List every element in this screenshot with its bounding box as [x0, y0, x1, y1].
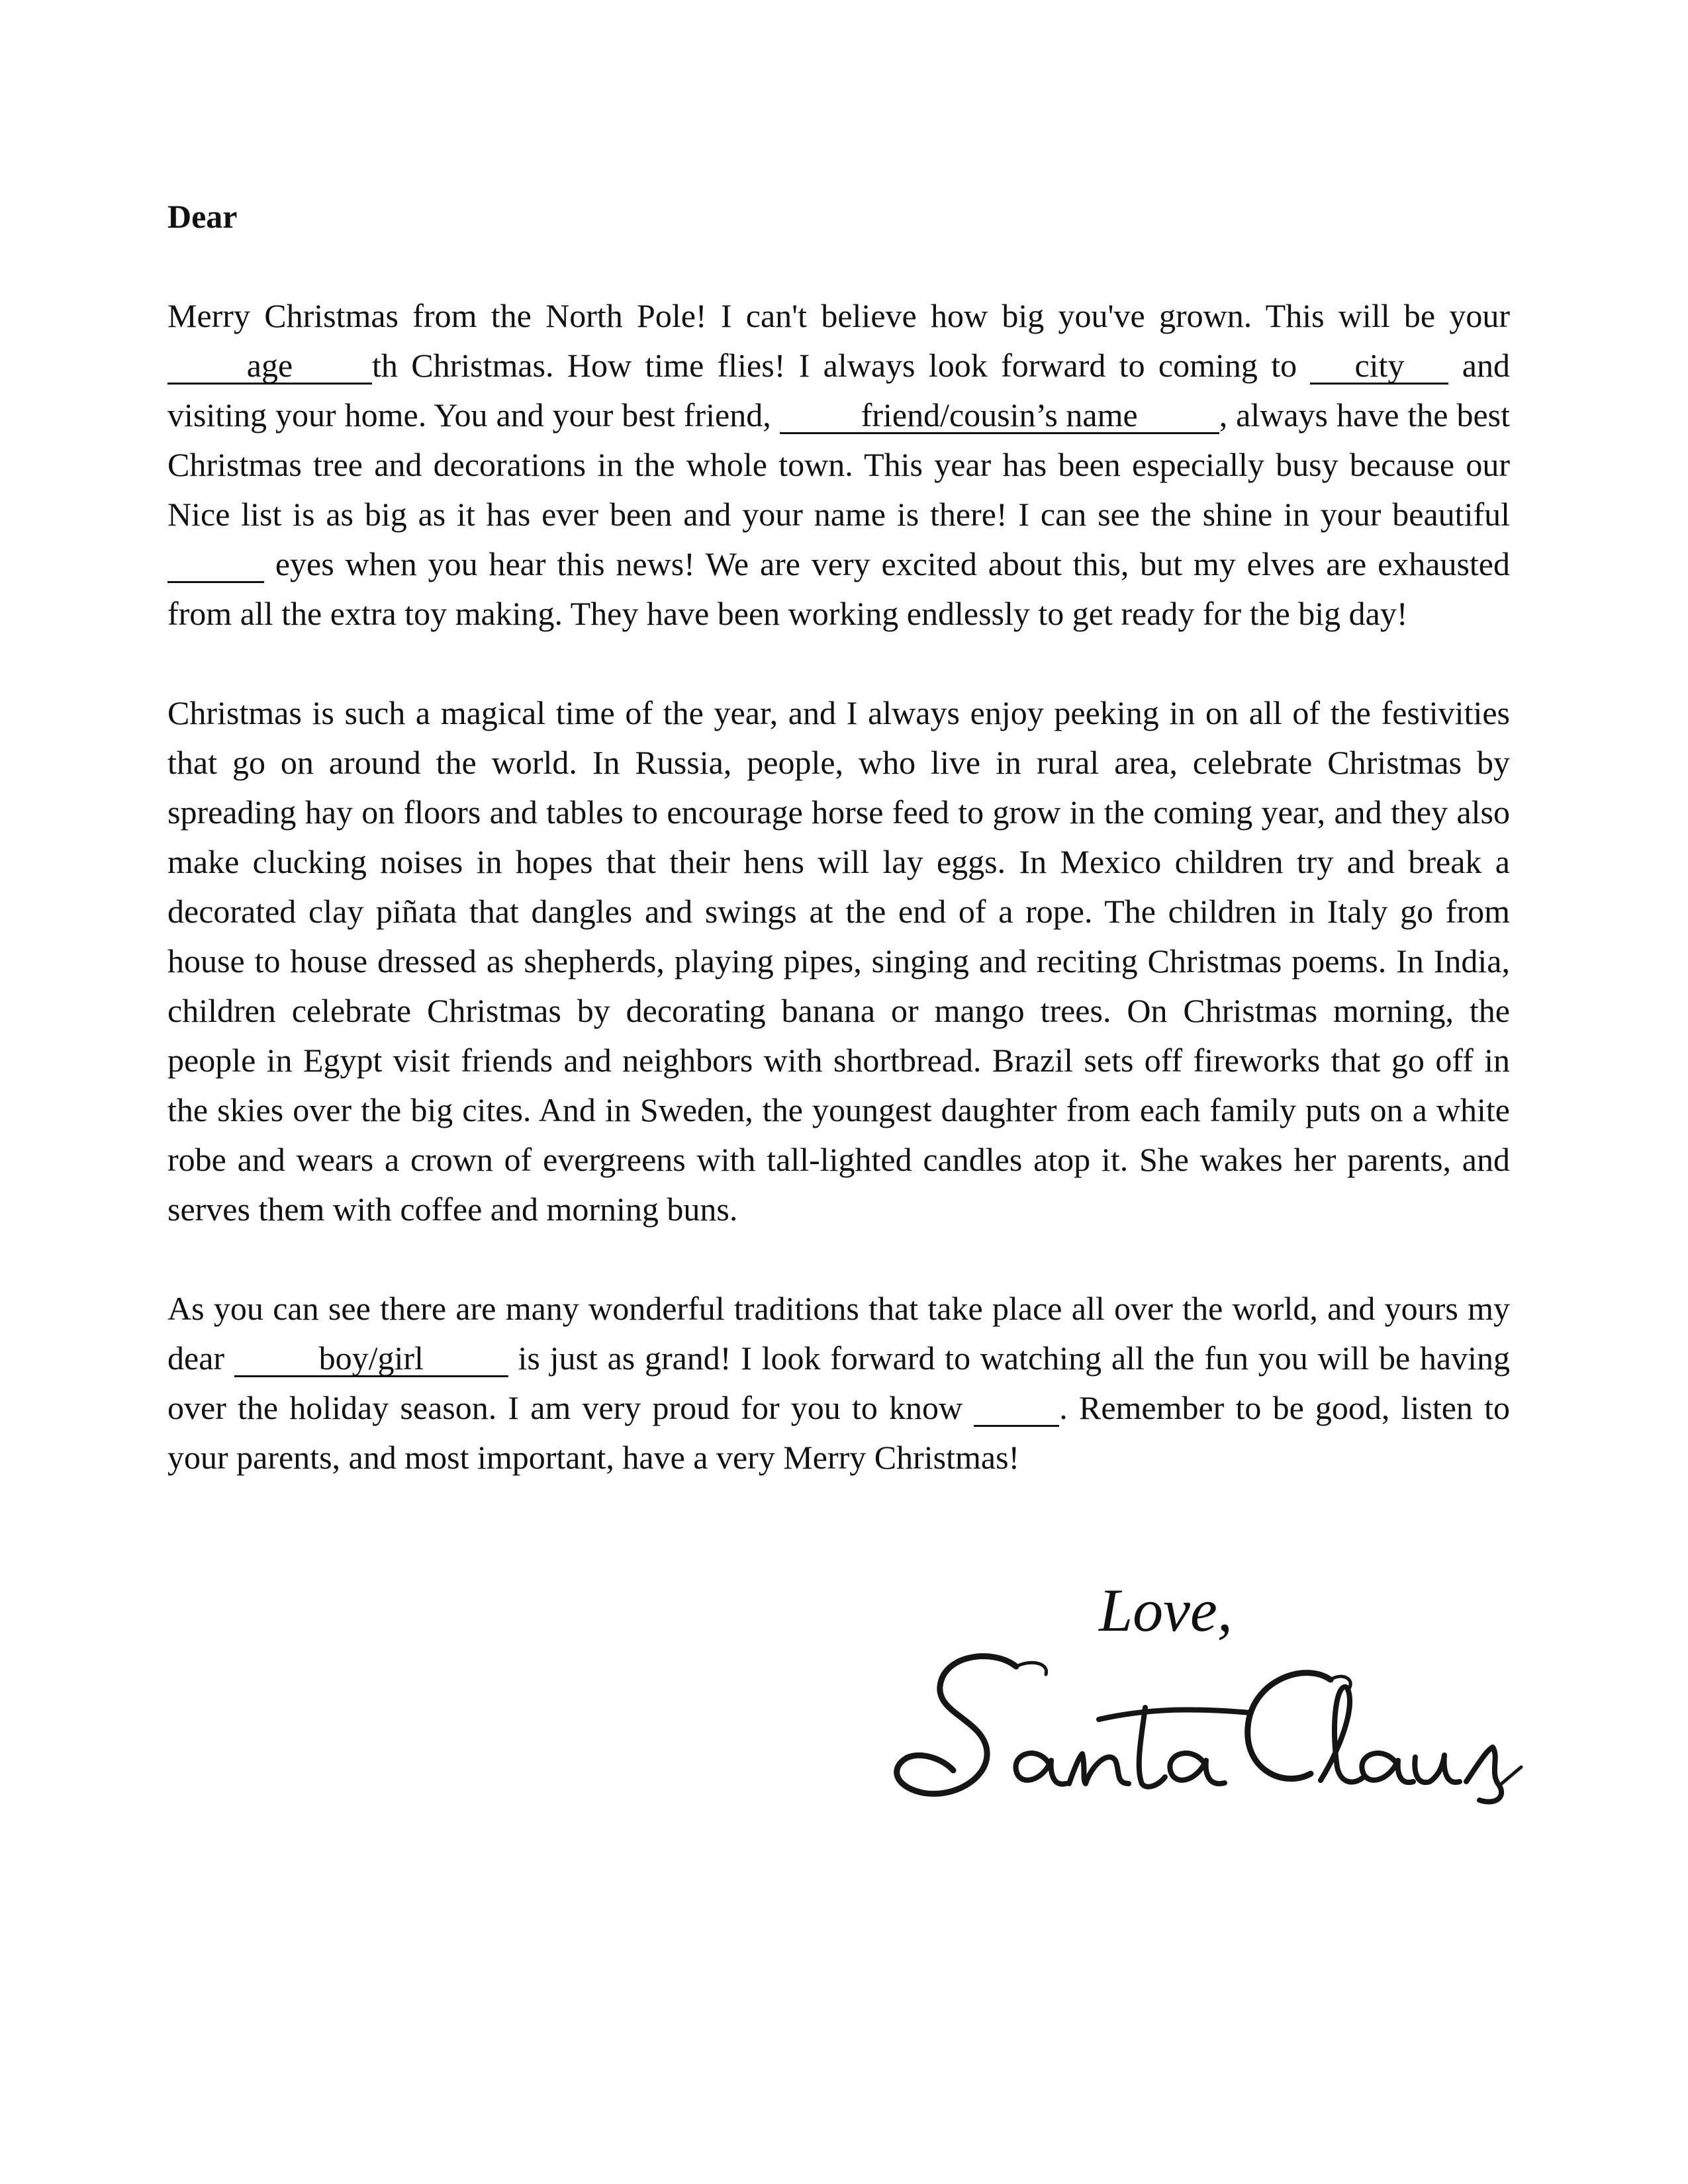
p1-text-1: Merry Christmas from the North Pole! I can't believe how big you've grown. This will be your [167, 297, 1510, 334]
paragraph-3 [167, 1284, 1510, 1482]
friend-name-blank: friend/cousin’s name [780, 398, 1219, 434]
eye-color-blank [167, 547, 264, 583]
greeting: Dear [167, 198, 238, 235]
p3-text-1: As you can see there are many wonderful traditions that take place all over the world, and yours my dear [167, 1290, 1510, 1377]
p1-text-2: th Christmas. How time flies! I always look forward to coming to [372, 347, 1311, 384]
santa-claus-signature [880, 1635, 1529, 1807]
boy-girl-blank: boy/girl [234, 1341, 508, 1377]
p1-text-4: , always have the best Christmas tree and decorations in the whole town. This year has been especially busy because our Nice list is as big as it has ever been and your name is there! I can see the shine in your beautiful [167, 396, 1510, 533]
p3-text-2: is just as grand! I look forward to watching all the fun you will be having over the holiday season. I am very proud for you to know [167, 1340, 1510, 1426]
paragraph-1 [167, 291, 1510, 639]
age-blank: age [167, 348, 372, 385]
p1-text-5: eyes when you hear this news! We are very excited about this, but my elves are exhausted from all the extra toy making. They have been working endlessly to get ready for the big day! [167, 545, 1510, 632]
p1-text-3: and visiting your home. You and your best friend, [167, 347, 1511, 433]
know-blank [974, 1390, 1059, 1427]
city-blank: city [1310, 348, 1448, 385]
letter-body [167, 192, 1510, 1532]
p3-text-3: . Remember to be good, listen to your parents, and most important, have a very Merry Christmas! [167, 1389, 1510, 1476]
closing: Love, [1099, 1576, 1233, 1644]
paragraph-2: Christmas is such a magical time of the year, and I always enjoy peeking in on all of the festivities that go on around the world. In Russia, people, who live in rural area, celebrate Christmas by spreading hay on floors and tables to encourage horse feed to grow in the coming year, and they also make clucking noises in hopes that their hens will lay eggs. In Mexico children try and break a decorated clay piñata that dangles and swings at the end of a rope. The children in Italy go from house to house dressed as shepherds, playing pipes, singing and reciting Christmas poems. In India, children celebrate Christmas by decorating banana or mango trees. On Christmas morning, the people in Egypt visit friends and neighbors with shortbread. Brazil sets off fireworks that go off in the skies over the big cites. And in Sweden, the youngest daughter from each family puts on a white robe and wears a crown of evergreens with tall-lighted candles atop it. She wakes her parents, and serves them with coffee and morning buns. [167, 694, 1510, 1228]
